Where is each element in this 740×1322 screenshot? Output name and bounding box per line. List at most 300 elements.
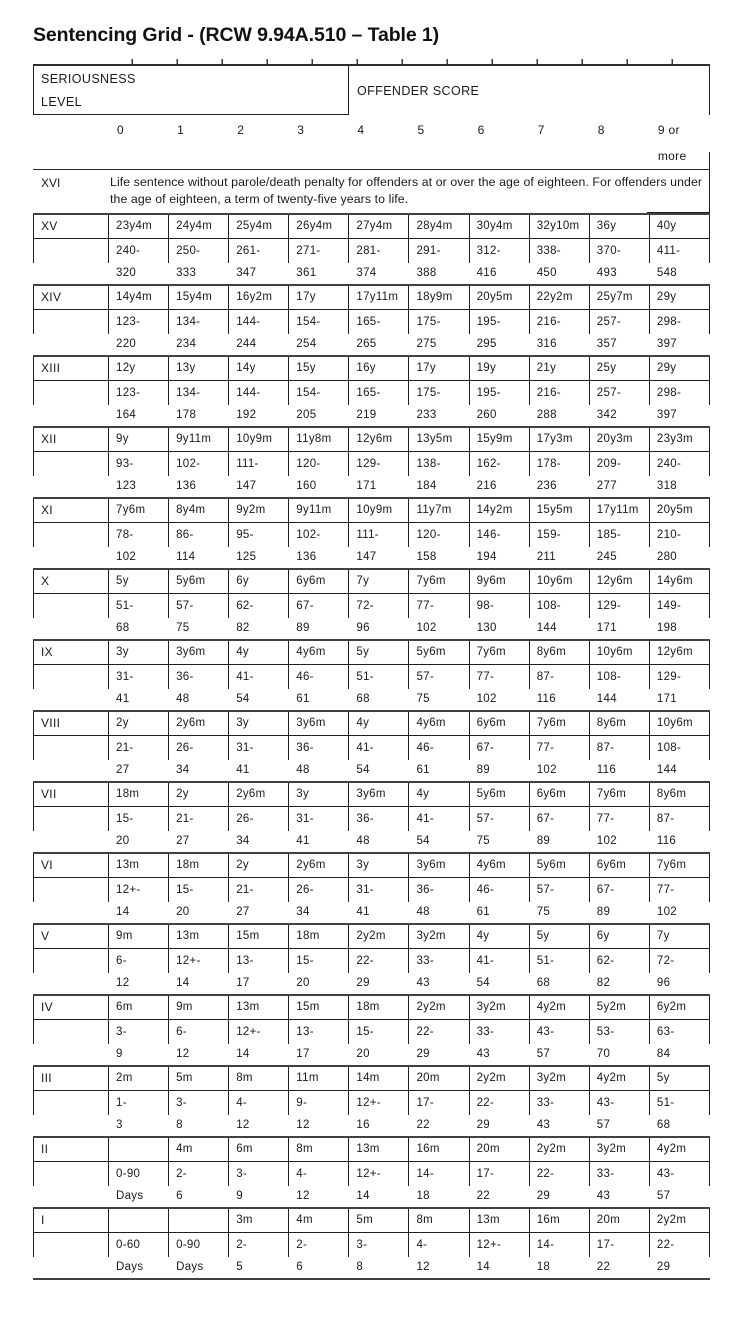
range-high-cell: 397	[656, 338, 677, 351]
range-low-cell: 33-	[409, 949, 469, 973]
sentence-cell: 4y6m	[470, 854, 530, 877]
sentence-cell: 5y6m	[470, 783, 530, 806]
sentence-cell: 7y6m	[409, 570, 469, 593]
range-high-cell: 20	[116, 835, 130, 848]
range-high-row	[33, 1044, 710, 1065]
range-low-cell: 0-60	[109, 1233, 169, 1257]
range-high-cell: 89	[476, 764, 490, 777]
range-low-cell: 3-	[349, 1233, 409, 1257]
sentence-cell: 7y6m	[470, 641, 530, 664]
range-high-cell: 5	[236, 1261, 243, 1274]
seriousness-level-header-cell	[33, 66, 349, 115]
sentence-row	[33, 1138, 710, 1162]
level-xvi-row	[33, 169, 710, 213]
range-low-cell: 77-	[409, 594, 469, 618]
range-high-cell: 116	[596, 764, 617, 777]
sentence-cell: 2m	[109, 1067, 169, 1090]
sentence-cell	[109, 1138, 169, 1161]
level-label-spacer	[33, 736, 109, 760]
sentence-cell: 14y2m	[470, 499, 530, 522]
range-high-cell: 29	[536, 1190, 551, 1203]
sentence-cell: 16y2m	[229, 286, 289, 309]
range-low-cell: 261-	[229, 239, 289, 263]
range-high-cell: 102	[416, 622, 437, 635]
range-low-cell: 95-	[229, 523, 289, 547]
table-header-row	[33, 64, 710, 115]
range-low-cell: 4-	[229, 1091, 289, 1115]
range-low-cell: 312-	[470, 239, 530, 263]
sentence-cell: 11y7m	[409, 499, 469, 522]
level-group-XV	[33, 213, 710, 284]
range-high-cell: 16	[356, 1119, 370, 1132]
range-low-cell: 154-	[289, 381, 349, 405]
sentence-cell: 25y	[590, 357, 650, 380]
sentence-cell: 4y	[229, 641, 289, 664]
range-high-cell: 84	[656, 1048, 671, 1061]
offender-score-label: OFFENDER SCORE	[357, 83, 480, 98]
range-high-row	[33, 1186, 710, 1207]
range-high-cell: 41	[116, 693, 130, 706]
range-low-cell: 298-	[650, 381, 710, 405]
sentence-row	[33, 783, 710, 807]
range-low-cell: 17-	[470, 1162, 530, 1186]
range-high-cell: 68	[116, 622, 130, 635]
range-low-cell: 22-	[409, 1020, 469, 1044]
range-low-cell: 13-	[289, 1020, 349, 1044]
sentence-cell: 36y	[590, 215, 650, 238]
range-low-row	[33, 878, 710, 902]
sentence-cell: 2y6m	[169, 712, 229, 735]
range-high-cell: 102	[476, 693, 497, 706]
range-high-cell: 14	[356, 1190, 370, 1203]
range-low-cell: 67-	[590, 878, 650, 902]
level-label: XIII	[33, 357, 109, 380]
range-high-cell: 333	[176, 267, 197, 280]
sentence-cell: 10y6m	[650, 712, 710, 735]
sentence-cell: 17y	[289, 286, 349, 309]
level-group-VII	[33, 781, 710, 852]
level-label: X	[33, 570, 109, 593]
level-label: XV	[33, 215, 109, 238]
score-column-label	[530, 115, 590, 169]
range-low-cell: 12+-	[349, 1162, 409, 1186]
level-label-spacer	[33, 547, 109, 568]
range-low-cell: 31-	[289, 807, 349, 831]
score-columns-row	[33, 115, 710, 169]
range-high-cell: 34	[296, 906, 310, 919]
score-column-label-text: 8	[597, 123, 605, 137]
range-high-cell: 29	[356, 977, 370, 990]
range-high-cell: 144	[596, 693, 617, 706]
range-low-cell: 338-	[530, 239, 590, 263]
level-group-XII	[33, 426, 710, 497]
range-low-cell: 149-	[650, 594, 710, 618]
range-low-cell: 134-	[169, 310, 229, 334]
level-label-spacer	[33, 1091, 109, 1115]
range-high-row	[33, 1115, 710, 1136]
range-low-row	[33, 452, 710, 476]
range-low-cell: 22-	[470, 1091, 530, 1115]
sentence-cell: 20y3m	[590, 428, 650, 451]
range-low-cell: 1-	[109, 1091, 169, 1115]
range-high-cell: 158	[416, 551, 437, 564]
range-low-cell: 154-	[289, 310, 349, 334]
level-label: XII	[33, 428, 109, 451]
sentence-cell: 9y	[109, 428, 169, 451]
range-high-cell: 219	[356, 409, 377, 422]
sentence-cell: 17y	[409, 357, 469, 380]
range-high-cell: 27	[176, 835, 190, 848]
sentence-cell: 2y2m	[470, 1067, 530, 1090]
sentence-cell: 5y	[349, 641, 409, 664]
sentence-cell: 5y6m	[409, 641, 469, 664]
range-low-cell: 22-	[530, 1162, 590, 1186]
level-group-III	[33, 1065, 710, 1136]
score-column-label	[470, 115, 530, 169]
level-label-spacer	[33, 973, 109, 994]
range-low-cell: 67-	[530, 807, 590, 831]
sentence-cell: 3y6m	[289, 712, 349, 735]
range-high-cell: 14	[476, 1261, 490, 1274]
sentence-cell: 2y	[229, 854, 289, 877]
range-low-cell: 98-	[470, 594, 530, 618]
range-high-cell: 265	[356, 338, 377, 351]
score-column-spacer	[33, 115, 109, 169]
range-high-cell: 43	[536, 1119, 551, 1132]
sentence-cell: 20m	[590, 1209, 650, 1232]
range-high-cell: 192	[236, 409, 257, 422]
range-low-cell: 33-	[470, 1020, 530, 1044]
sentence-cell: 28y4m	[409, 215, 469, 238]
sentence-cell: 7y	[349, 570, 409, 593]
sentence-cell: 3y	[349, 854, 409, 877]
range-high-cell: 43	[476, 1048, 490, 1061]
sentence-cell: 10y6m	[590, 641, 650, 664]
range-high-row	[33, 973, 710, 994]
sentence-cell: 3y6m	[349, 783, 409, 806]
sentence-row	[33, 570, 710, 594]
sentence-cell: 2y2m	[409, 996, 469, 1019]
range-low-cell: 14-	[530, 1233, 590, 1257]
range-high-cell: 244	[236, 338, 257, 351]
level-label-spacer	[33, 618, 109, 639]
sentence-cell: 13m	[109, 854, 169, 877]
score-column-label-text: 0	[117, 123, 124, 137]
range-low-cell: 26-	[169, 736, 229, 760]
range-high-cell: 54	[416, 835, 430, 848]
range-high-row	[33, 476, 710, 497]
sentence-cell: 14y4m	[109, 286, 169, 309]
range-low-cell: 2-	[229, 1233, 289, 1257]
range-high-cell: 171	[356, 480, 377, 493]
sentence-cell: 17y3m	[530, 428, 590, 451]
sentence-cell: 4y2m	[590, 1067, 650, 1090]
sentence-cell: 13y5m	[409, 428, 469, 451]
range-low-cell: 31-	[229, 736, 289, 760]
level-label-spacer	[33, 476, 109, 497]
level-label-spacer	[33, 263, 109, 284]
range-high-cell: 164	[116, 409, 137, 422]
sentence-cell: 9y11m	[169, 428, 229, 451]
seriousness-label: SERIOUSNESS	[41, 72, 136, 86]
range-high-cell: 397	[656, 409, 677, 422]
sentence-cell: 3y6m	[409, 854, 469, 877]
range-high-cell: 75	[416, 693, 430, 706]
sentence-cell: 4y	[349, 712, 409, 735]
range-low-cell: 138-	[409, 452, 469, 476]
range-high-cell: 34	[236, 835, 250, 848]
range-low-row	[33, 381, 710, 405]
sentence-cell: 4y2m	[530, 996, 590, 1019]
right-border-stub	[709, 152, 710, 169]
range-high-cell: 8	[176, 1119, 183, 1132]
level-label-spacer	[33, 831, 109, 852]
score-column-label-text: 3	[297, 123, 305, 137]
range-high-cell: 12	[296, 1190, 310, 1203]
score-column-label-text: 5	[417, 123, 425, 137]
sentence-cell: 8m	[409, 1209, 469, 1232]
range-low-cell: 291-	[409, 239, 469, 263]
range-low-cell: 102-	[169, 452, 229, 476]
level-group-XIII	[33, 355, 710, 426]
range-high-cell: 82	[236, 622, 250, 635]
range-high-cell: 194	[476, 551, 497, 564]
sentence-cell: 11m	[289, 1067, 349, 1090]
range-low-cell: 12+-	[229, 1020, 289, 1044]
range-high-cell: 388	[416, 267, 437, 280]
range-low-cell: 9-	[289, 1091, 349, 1115]
sentence-cell: 12y6m	[590, 570, 650, 593]
range-low-cell: 195-	[470, 310, 530, 334]
range-low-cell: 240-	[109, 239, 169, 263]
range-high-cell: 18	[536, 1261, 551, 1274]
score-column-label	[169, 115, 229, 169]
range-high-cell: 147	[236, 480, 257, 493]
range-low-cell: 51-	[349, 665, 409, 689]
sentence-cell: 20y5m	[650, 499, 710, 522]
sentence-cell: 10y6m	[530, 570, 590, 593]
range-high-cell: 22	[596, 1261, 611, 1274]
range-high-cell: 89	[296, 622, 310, 635]
sentencing-grid-table	[33, 59, 710, 1280]
range-high-row	[33, 760, 710, 781]
level-label: IX	[33, 641, 109, 664]
level-group-X	[33, 568, 710, 639]
sentence-cell: 5y2m	[590, 996, 650, 1019]
range-low-cell: 120-	[289, 452, 349, 476]
range-low-cell: 36-	[289, 736, 349, 760]
range-low-cell: 129-	[590, 594, 650, 618]
range-low-cell: 41-	[349, 736, 409, 760]
range-high-cell: 178	[176, 409, 197, 422]
level-label-spacer	[33, 1115, 109, 1136]
range-low-cell: 162-	[470, 452, 530, 476]
level-label-spacer	[33, 665, 109, 689]
sentence-cell: 25y7m	[590, 286, 650, 309]
level-label: IV	[33, 996, 109, 1019]
sentence-cell: 3y2m	[470, 996, 530, 1019]
range-high-row	[33, 689, 710, 710]
range-high-cell: 114	[176, 551, 196, 564]
score-column-label-text: 7	[537, 123, 545, 137]
sentence-cell: 2y2m	[530, 1138, 590, 1161]
range-high-cell: 57	[596, 1119, 611, 1132]
range-high-row	[33, 405, 710, 426]
score-column-label-text: 9 or	[657, 123, 680, 137]
offender-score-header-cell	[349, 66, 710, 115]
range-high-cell: 14	[176, 977, 190, 990]
sentence-cell: 8y6m	[530, 641, 590, 664]
sentence-cell: 6y2m	[650, 996, 710, 1019]
sentence-cell: 6y6m	[289, 570, 349, 593]
range-high-cell: 96	[356, 622, 370, 635]
range-high-cell: 14	[236, 1048, 250, 1061]
sentence-cell: 12y6m	[650, 641, 710, 664]
range-high-cell: 43	[416, 977, 430, 990]
range-high-cell: 68	[656, 1119, 671, 1132]
range-low-cell: 240-	[650, 452, 710, 476]
sentence-cell: 13m	[229, 996, 289, 1019]
range-low-cell: 165-	[349, 310, 409, 334]
sentence-cell: 7y6m	[530, 712, 590, 735]
sentence-cell: 6y	[229, 570, 289, 593]
range-high-row	[33, 618, 710, 639]
range-low-cell: 36-	[409, 878, 469, 902]
sentence-cell: 4m	[289, 1209, 349, 1232]
sentence-cell: 5m	[349, 1209, 409, 1232]
range-low-cell: 3-	[169, 1091, 229, 1115]
range-low-cell: 108-	[530, 594, 590, 618]
range-high-cell: 171	[656, 693, 677, 706]
sentence-row	[33, 286, 710, 310]
range-low-cell: 175-	[409, 310, 469, 334]
range-high-cell: 205	[296, 409, 317, 422]
range-high-cell: 82	[596, 977, 611, 990]
range-low-cell: 67-	[470, 736, 530, 760]
range-high-cell: 102	[656, 906, 677, 919]
sentence-cell: 16m	[530, 1209, 590, 1232]
range-high-cell: 320	[116, 267, 137, 280]
range-high-cell: 20	[296, 977, 310, 990]
level-group-VI	[33, 852, 710, 923]
sentence-cell: 3y2m	[590, 1138, 650, 1161]
range-low-cell: 129-	[650, 665, 710, 689]
range-low-cell: 12+-	[169, 949, 229, 973]
sentence-cell: 2y2m	[349, 925, 409, 948]
sentence-cell: 2y6m	[229, 783, 289, 806]
sentence-cell: 4m	[169, 1138, 229, 1161]
range-high-cell: 548	[656, 267, 677, 280]
sentence-cell: 15y4m	[169, 286, 229, 309]
sentence-cell: 13m	[470, 1209, 530, 1232]
range-low-cell: 6-	[109, 949, 169, 973]
range-high-cell: 12	[236, 1119, 250, 1132]
range-low-cell: 111-	[349, 523, 409, 547]
sentence-cell: 10y9m	[349, 499, 409, 522]
range-low-cell: 298-	[650, 310, 710, 334]
range-low-cell: 175-	[409, 381, 469, 405]
range-high-cell: 20	[176, 906, 190, 919]
range-low-cell: 46-	[409, 736, 469, 760]
range-low-cell: 43-	[650, 1162, 710, 1186]
range-low-cell: 159-	[530, 523, 590, 547]
range-high-cell: 184	[416, 480, 437, 493]
sentence-cell: 18y9m	[409, 286, 469, 309]
sentence-row	[33, 712, 710, 736]
level-label: I	[33, 1209, 109, 1232]
score-column-label-text: 4	[357, 123, 365, 137]
level-label-spacer	[33, 334, 109, 355]
range-low-cell: 102-	[289, 523, 349, 547]
range-low-cell: 0-90	[109, 1162, 169, 1186]
level-label: VIII	[33, 712, 109, 735]
range-high-cell: 70	[596, 1048, 611, 1061]
sentence-cell: 12y6m	[349, 428, 409, 451]
range-low-cell: 271-	[289, 239, 349, 263]
range-low-cell: 216-	[530, 310, 590, 334]
range-low-cell: 185-	[590, 523, 650, 547]
sentence-row	[33, 854, 710, 878]
level-label-spacer	[33, 878, 109, 902]
range-high-cell: Days	[116, 1190, 144, 1203]
range-high-cell: 450	[536, 267, 557, 280]
sentence-cell: 23y3m	[650, 428, 710, 451]
level-label-spacer	[33, 807, 109, 831]
range-low-cell: 6-	[169, 1020, 229, 1044]
range-low-cell: 22-	[650, 1233, 710, 1257]
sentence-cell: 29y	[650, 286, 710, 309]
range-low-row	[33, 1091, 710, 1115]
sentence-cell: 13m	[349, 1138, 409, 1161]
sentence-cell: 30y4m	[470, 215, 530, 238]
range-low-row	[33, 594, 710, 618]
level-label-spacer	[33, 689, 109, 710]
range-high-cell: 125	[236, 551, 257, 564]
level-label-spacer	[33, 902, 109, 923]
range-high-cell: 61	[416, 764, 430, 777]
range-low-cell: 14-	[409, 1162, 469, 1186]
level-group-XIV	[33, 284, 710, 355]
range-high-cell: 54	[236, 693, 250, 706]
range-high-cell: 318	[656, 480, 677, 493]
sentence-cell: 17y11m	[349, 286, 409, 309]
level-label-spacer	[33, 949, 109, 973]
range-high-cell: 48	[176, 693, 190, 706]
level-label-spacer	[33, 1186, 109, 1207]
level-label-spacer	[33, 452, 109, 476]
sentence-cell: 17y11m	[590, 499, 650, 522]
range-low-cell: 123-	[109, 310, 169, 334]
range-high-row	[33, 334, 710, 355]
range-low-cell: 57-	[409, 665, 469, 689]
range-high-cell: 342	[596, 409, 617, 422]
range-low-cell: 146-	[470, 523, 530, 547]
range-high-cell: 123	[116, 480, 137, 493]
range-high-cell: 211	[536, 551, 556, 564]
sentence-cell: 7y6m	[650, 854, 710, 877]
sentence-cell: 15y	[289, 357, 349, 380]
range-high-cell: 61	[476, 906, 490, 919]
range-low-cell: 26-	[229, 807, 289, 831]
range-high-cell: 8	[356, 1261, 364, 1274]
range-high-cell: 136	[176, 480, 197, 493]
sentence-cell: 27y4m	[349, 215, 409, 238]
range-low-cell: 209-	[590, 452, 650, 476]
range-high-cell: 75	[536, 906, 551, 919]
sentence-cell: 7y6m	[590, 783, 650, 806]
sentence-cell: 4y2m	[650, 1138, 710, 1161]
range-high-cell: 254	[296, 338, 317, 351]
